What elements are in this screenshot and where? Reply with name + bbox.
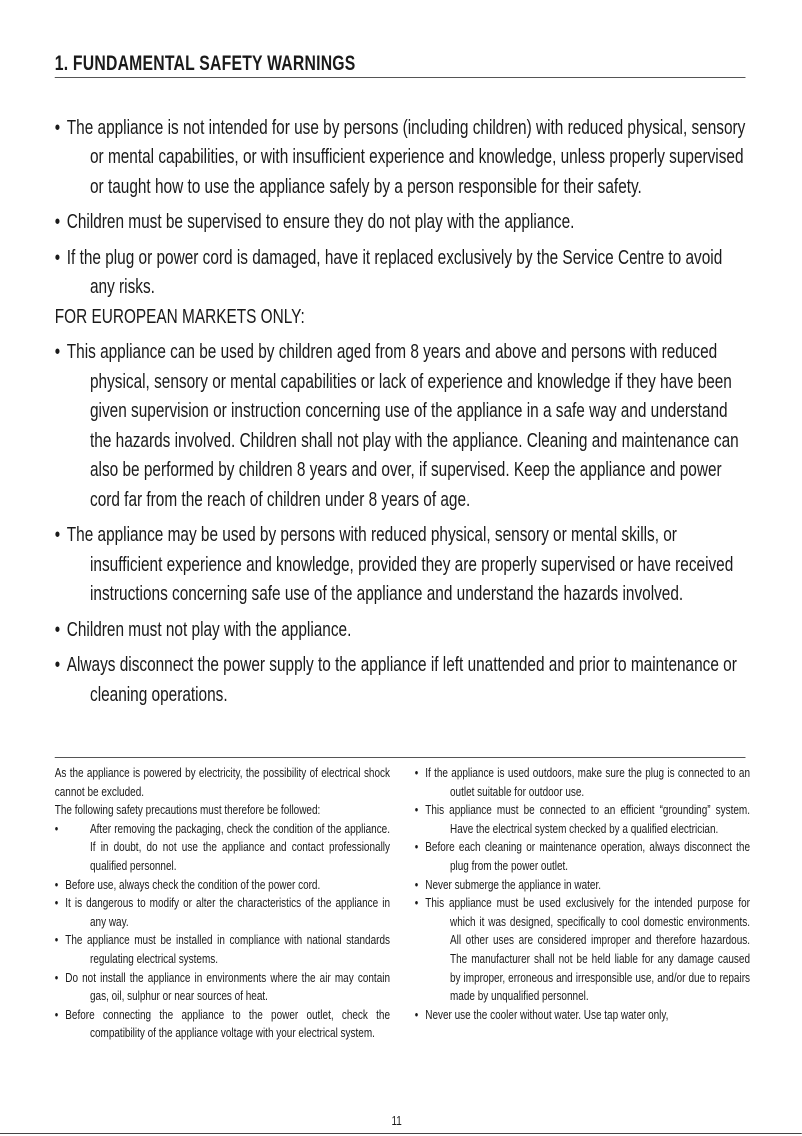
bullet-marker: •: [54, 932, 59, 948]
item-text: Always disconnect the power supply to the appliance if left unattended and prior to maintenance or cleaning operations.: [66, 653, 737, 706]
item-text: The appliance may be used by persons with reduced physical, sensory or mental skills, or insufficient experience and knowledge, provided they are properly supervised or have received instructions concerning safe use of the appliance and understand the hazards involved.: [66, 523, 734, 605]
item-text: The appliance must be installed in compliance with national standards regulating electrical systems.: [65, 932, 390, 966]
bullet-item: [55, 337, 746, 514]
section-title: 1. FUNDAMENTAL SAFETY WARNINGS: [54, 52, 356, 75]
item-text: As the appliance is powered by electricity, the possibility of electrical shock cannot be excluded.: [54, 765, 390, 799]
bullet-item: [55, 820, 390, 876]
bullet-item: [415, 801, 750, 838]
bullet-marker: •: [54, 653, 61, 676]
item-text: This appliance can be used by children aged from 8 years and above and persons with reduced physical, sensory or mental capabilities or lack of experience and knowledge if they have been given supervision or instruction concerning use of the appliance in a safe way and understand the hazards involved. Children shall not play with the appliance. Cleaning and maintenance can also be performed by children 8 years and over, if supervised. Keep the appliance and power cord far from the reach of children under 8 years of age.: [66, 340, 739, 511]
paragraph: [55, 801, 390, 820]
bullet-marker: •: [54, 245, 61, 269]
item-text: If the appliance is used outdoors, make sure the plug is connected to an outlet suitable for outdoor use.: [425, 765, 750, 799]
bullet-marker: •: [54, 820, 59, 836]
paragraph: [55, 302, 746, 332]
bullet-marker: •: [414, 895, 419, 911]
bullet-item: [55, 243, 746, 302]
item-text: Before connecting the appliance to the power outlet, check the compatibility of the appliance voltage with your electrical system.: [65, 1006, 390, 1041]
bullet-marker: •: [54, 210, 61, 233]
bullet-marker: •: [414, 765, 419, 780]
item-text: Do not install the appliance in environments where the air may contain gas, oil, sulphur or near sources of heat.: [65, 969, 390, 1004]
bullet-item: [55, 615, 746, 645]
title-divider: [55, 77, 746, 78]
item-text: After removing the packaging, check the condition of the appliance. If in doubt, do not use the appliance and contact professionally qualified personnel.: [90, 820, 390, 873]
bullet-marker: •: [54, 340, 61, 363]
item-text: Before use, always check the condition of the power cord.: [65, 876, 321, 892]
item-text: Children must be supervised to ensure they do not play with the appliance.: [66, 210, 575, 233]
bullet-item: [415, 838, 750, 875]
item-text: The following safety precautions must therefore be followed:: [54, 802, 321, 818]
paragraph: [55, 764, 390, 801]
bullet-item: [55, 876, 390, 895]
bullet-item: [55, 931, 390, 968]
item-text: Children must not play with the appliance.: [66, 617, 352, 641]
bullet-marker: •: [54, 617, 61, 641]
item-text: Never use the cooler without water. Use tap water only,: [425, 1006, 669, 1022]
bullet-item: [55, 969, 390, 1006]
bullet-marker: •: [54, 876, 59, 892]
item-text: This appliance must be connected to an efficient “grounding” system. Have the electrical system checked by a qualified electrician.: [425, 802, 750, 836]
right-column: [415, 764, 750, 1024]
bullet-item: [55, 894, 390, 931]
bullet-marker: •: [54, 115, 61, 139]
footer-divider: [0, 1133, 802, 1134]
main-warnings: [55, 92, 746, 709]
bullet-item: [415, 1006, 750, 1025]
bullet-marker: •: [54, 895, 59, 911]
bullet-item: [55, 113, 746, 202]
item-text: FOR EUROPEAN MARKETS ONLY:: [54, 304, 305, 328]
bullet-marker: •: [54, 523, 61, 546]
item-text: If the plug or power cord is damaged, have it replaced exclusively by the Service Centre to avoid any risks.: [66, 245, 723, 298]
bullet-item: [415, 764, 750, 801]
bullet-marker: •: [54, 1006, 59, 1022]
bullet-item: [55, 1006, 390, 1043]
bullet-marker: •: [414, 802, 419, 818]
item-text: The appliance is not intended for use by persons (including children) with reduced physical, sensory or mental capabilities, or with insufficient experience and knowledge, unless properly supervised or taught how to use the appliance safely by a person responsible for their safety.: [66, 115, 746, 198]
bullet-item: [55, 650, 746, 709]
section-divider: [55, 757, 746, 758]
bullet-item: [55, 207, 746, 237]
bullet-marker: •: [414, 839, 419, 855]
bullet-marker: •: [414, 876, 419, 892]
bullet-item: [415, 894, 750, 1006]
page-number: 11: [391, 1113, 402, 1128]
item-text: Never submerge the appliance in water.: [425, 876, 601, 892]
item-text: Before each cleaning or maintenance operation, always disconnect the plug from the power outlet.: [425, 839, 750, 873]
bullet-marker: •: [54, 969, 59, 985]
item-text: It is dangerous to modify or alter the characteristics of the appliance in any way.: [65, 895, 390, 929]
left-column: [55, 764, 390, 1043]
bullet-item: [415, 876, 750, 895]
bullet-marker: •: [414, 1006, 419, 1022]
item-text: This appliance must be used exclusively for the intended purpose for which it was designed, specifically to cool domestic environments. All other uses are considered improper and therefore hazardous. The manufacturer shall not be held liable for any damage caused by improper, erroneous and irresponsible use, and/or due to repairs made by unqualified personnel.: [425, 895, 750, 1004]
bullet-item: [55, 520, 746, 609]
